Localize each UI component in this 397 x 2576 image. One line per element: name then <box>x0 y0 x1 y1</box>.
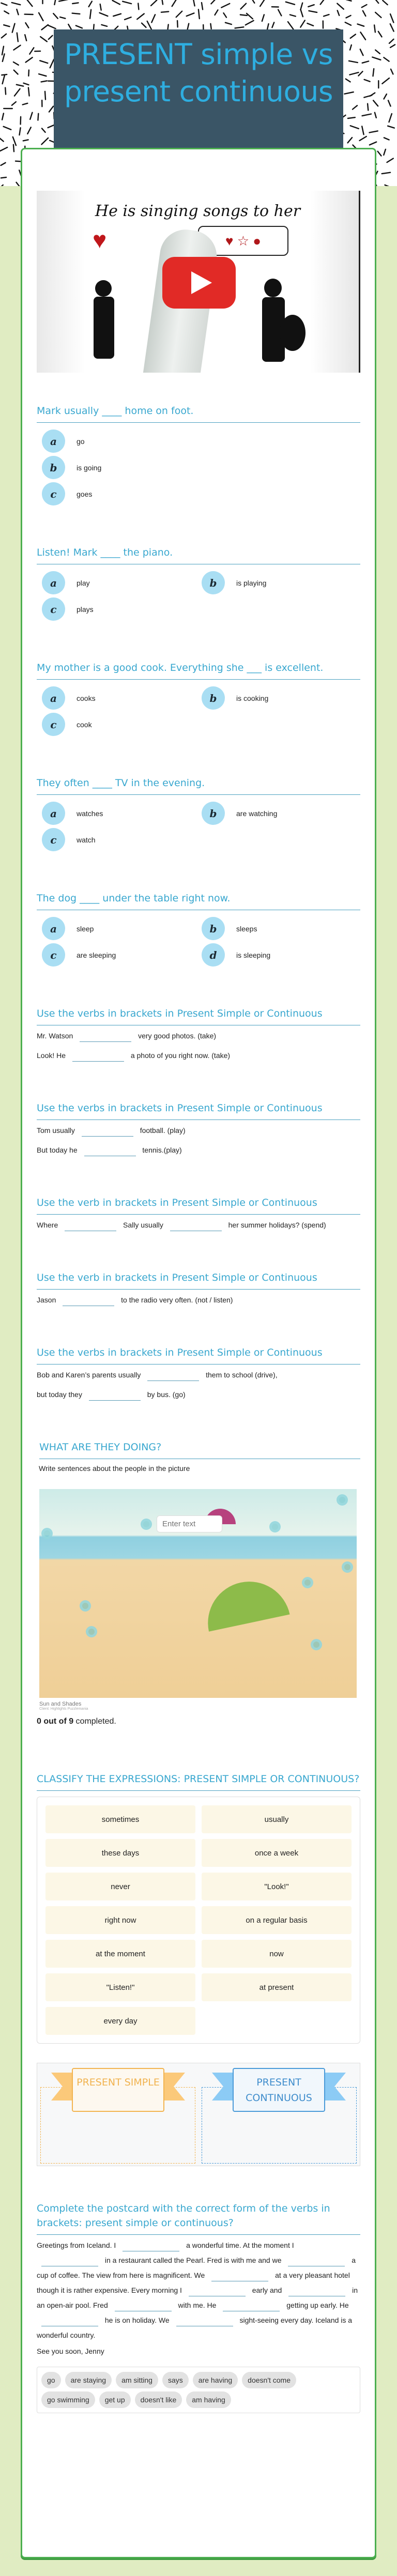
answer-blank[interactable] <box>63 1295 114 1306</box>
option-a[interactable] <box>42 800 202 826</box>
fill-section-3 <box>37 1195 360 1232</box>
answer-blank[interactable] <box>82 1125 133 1137</box>
sentence-text: Look! He <box>37 1051 66 1060</box>
postcard-blank[interactable] <box>41 2255 98 2266</box>
option-label: cook <box>77 720 92 729</box>
sentence-text: to the radio very often. (not / listen) <box>121 1296 233 1304</box>
option-label: are watching <box>236 809 278 818</box>
expression-card[interactable]: on a regular basis <box>202 1906 352 1934</box>
option-letter-badge: b <box>202 802 225 825</box>
expression-card[interactable]: sometimes <box>45 1805 195 1833</box>
hotspot[interactable] <box>80 1600 91 1612</box>
option-letter-badge: c <box>42 943 65 967</box>
postcard-blank[interactable] <box>223 2300 280 2311</box>
girl-figure <box>95 280 112 297</box>
expression-card[interactable]: at present <box>202 1973 352 2001</box>
expression-card[interactable]: "Listen!" <box>45 1973 195 2001</box>
word-chip[interactable]: get up <box>99 2391 131 2408</box>
section-title: Use the verb in brackets in Present Simple or Continuous <box>37 1270 360 1290</box>
sentence-text: Jason <box>37 1296 56 1304</box>
postcard-text-segment: getting up early. He <box>286 2301 349 2309</box>
expression-card[interactable]: every day <box>45 2007 195 2035</box>
hotspot[interactable] <box>41 1528 53 1539</box>
image-title: Sun and Shades <box>39 1701 82 1707</box>
section-title: Complete the postcard with the correct form of the verbs in brackets: present simple or continuous? <box>37 2201 360 2235</box>
beach-picture <box>39 1489 357 1698</box>
word-chip[interactable]: says <box>162 2372 189 2388</box>
completed-suffix: completed. <box>73 1717 116 1726</box>
word-chip[interactable]: am having <box>186 2391 231 2408</box>
option-letter-badge: d <box>202 943 225 967</box>
option-d[interactable] <box>202 942 361 968</box>
answer-blank[interactable] <box>89 1389 141 1401</box>
expression-card[interactable]: right now <box>45 1906 195 1934</box>
speech-bubble: ♥ ☆ ● <box>198 226 288 256</box>
options-list <box>37 685 360 738</box>
page-title: PRESENT simple vs present continuous <box>54 29 343 148</box>
heart-icon: ♥ <box>93 226 107 253</box>
sentences <box>37 1029 360 1063</box>
expression-card[interactable]: now <box>202 1940 352 1968</box>
postcard-text-segment: Greetings from Iceland. I <box>37 2241 116 2249</box>
options-list <box>37 428 360 507</box>
sentence <box>37 1218 360 1232</box>
section-title: Use the verbs in brackets in Present Simple or Continuous <box>37 1006 360 1025</box>
expression-card[interactable]: at the moment <box>45 1940 195 1968</box>
option-c[interactable] <box>42 942 202 968</box>
option-a[interactable] <box>42 685 202 711</box>
option-letter-badge: a <box>42 802 65 825</box>
question-5 <box>37 891 360 968</box>
zone-label-continuous: PRESENT CONTINUOUS <box>233 2068 325 2112</box>
sentence <box>37 1368 360 1382</box>
option-a[interactable] <box>42 570 202 596</box>
postcard-blank[interactable] <box>288 2255 345 2266</box>
fill-section-4 <box>37 1270 360 1307</box>
option-letter-badge: c <box>42 482 65 505</box>
postcard-blank[interactable] <box>176 2315 233 2326</box>
postcard-section <box>37 2201 360 2413</box>
option-letter-badge: c <box>42 597 65 621</box>
sentence-text: But today he <box>37 1146 78 1154</box>
option-letter-badge: a <box>42 917 65 940</box>
hotspot[interactable] <box>86 1626 97 1637</box>
sentence <box>37 1048 360 1063</box>
completion-status <box>37 1717 360 1726</box>
sentence-text: her summer holidays? (spend) <box>228 1221 326 1229</box>
word-chip[interactable]: am sitting <box>116 2372 158 2388</box>
fill-section-2 <box>37 1101 360 1157</box>
sentence <box>37 1387 360 1402</box>
answer-blank[interactable] <box>72 1050 124 1062</box>
expression-card[interactable]: never <box>45 1873 195 1900</box>
section-title: WHAT ARE THEY DOING? <box>39 1440 360 1459</box>
question-title: Mark usually ____ home on foot. <box>37 404 360 423</box>
postcard-text-segment: in a restaurant called the Pearl. Fred is with me and we <box>104 2256 282 2264</box>
question-3 <box>37 661 360 738</box>
classification-zones <box>37 2063 360 2166</box>
postcard-text <box>37 2238 360 2343</box>
sentence <box>37 1123 360 1138</box>
option-c[interactable] <box>42 481 352 507</box>
option-a[interactable] <box>42 915 202 942</box>
option-label: watch <box>77 835 96 844</box>
question-title: They often ____ TV in the evening. <box>37 776 360 795</box>
word-chip[interactable]: doesn't like <box>135 2391 182 2408</box>
option-a[interactable] <box>42 428 352 454</box>
postcard-blank[interactable] <box>288 2285 345 2296</box>
sentence-text: football. (play) <box>140 1126 186 1134</box>
sentence-text: tennis.(play) <box>142 1146 182 1154</box>
hotspot[interactable] <box>302 1577 313 1588</box>
answer-blank[interactable] <box>84 1145 136 1156</box>
picture-task-section <box>37 1440 360 1726</box>
postcard-signoff: See you soon, Jenny <box>37 2347 104 2355</box>
section-title: Use the verbs in brackets in Present Simple or Continuous <box>37 1101 360 1120</box>
sentences <box>37 1218 360 1232</box>
postcard-text-segment: early and <box>252 2286 282 2294</box>
sentence-text: them to school (drive), <box>206 1371 278 1379</box>
classify-section <box>37 1772 360 2166</box>
guitar-image <box>280 315 306 351</box>
options-list <box>37 915 360 968</box>
option-letter-badge: b <box>202 571 225 594</box>
question-1 <box>37 404 360 507</box>
answer-blank[interactable] <box>170 1220 222 1231</box>
boy-figure <box>264 279 282 297</box>
expression-card[interactable]: these days <box>45 1839 195 1867</box>
option-c[interactable] <box>42 826 202 853</box>
worksheet-card <box>21 148 376 2558</box>
word-chip[interactable]: are having <box>193 2372 238 2388</box>
sentence-text: by bus. (go) <box>147 1390 186 1399</box>
option-c[interactable] <box>42 711 202 738</box>
option-label: goes <box>77 489 93 498</box>
option-label: is sleeping <box>236 950 271 959</box>
question-2 <box>37 545 360 622</box>
sentence-text: Tom usually <box>37 1126 75 1134</box>
hotspot[interactable] <box>141 1519 152 1530</box>
postcard-text-segment: sight-seeing every day. Iceland is a wonderful country. <box>37 2316 353 2339</box>
sentences <box>37 1123 360 1157</box>
question-4 <box>37 776 360 853</box>
question-title: The dog ____ under the table right now. <box>37 891 360 910</box>
option-letter-badge: b <box>42 456 65 479</box>
option-letter-badge: b <box>202 686 225 710</box>
sentences <box>37 1293 360 1307</box>
postcard-blank[interactable] <box>41 2315 98 2326</box>
option-label: watches <box>77 809 103 818</box>
zone-label-simple: PRESENT SIMPLE <box>72 2068 164 2112</box>
option-letter-badge: a <box>42 686 65 710</box>
answer-blank[interactable] <box>80 1031 131 1042</box>
options-list <box>37 570 360 622</box>
option-letter-badge: c <box>42 713 65 736</box>
postcard-blank[interactable] <box>123 2240 179 2251</box>
completed-count: 0 out of 9 <box>37 1717 74 1726</box>
option-label: plays <box>77 605 94 614</box>
word-chip[interactable]: doesn't come <box>242 2372 296 2388</box>
postcard-text-segment: he is on holiday. We <box>104 2316 170 2324</box>
sentence-text: a photo of you right now. (take) <box>130 1051 231 1060</box>
play-button-icon[interactable] <box>162 257 236 309</box>
postcard-text-segment: in an open-air pool. Fred <box>37 2286 358 2309</box>
section-title: Use the verb in brackets in Present Simple or Continuous <box>37 1195 360 1215</box>
option-label: cooks <box>77 694 96 702</box>
option-label: is cooking <box>236 694 269 702</box>
word-chip[interactable]: go swimming <box>41 2391 95 2408</box>
sentence-text: Bob and Karen’s parents usually <box>37 1371 141 1379</box>
video-player[interactable] <box>37 191 360 373</box>
sentence-text: Where <box>37 1221 58 1229</box>
hotspot[interactable] <box>269 1521 281 1532</box>
option-c[interactable] <box>42 596 202 622</box>
picture-answer-input[interactable] <box>157 1515 222 1532</box>
option-label: is going <box>77 463 102 472</box>
expression-card[interactable]: once a week <box>202 1839 352 1867</box>
hotspot[interactable] <box>342 1561 353 1573</box>
hotspot[interactable] <box>337 1494 348 1506</box>
option-label: sleep <box>77 924 94 933</box>
sentence-text: Sally usually <box>123 1221 163 1229</box>
option-label: go <box>77 437 85 446</box>
image-client: Client: Highlights Puzzlemania <box>39 1707 88 1711</box>
section-title: CLASSIFY THE EXPRESSIONS: PRESENT SIMPLE OR CONTINUOUS? <box>37 1772 360 1791</box>
option-letter-badge: a <box>42 430 65 453</box>
video-caption: He is singing songs to her <box>95 202 301 220</box>
fill-section-5 <box>37 1345 360 1402</box>
option-b[interactable] <box>202 800 361 826</box>
sentence-text: very good photos. (take) <box>138 1032 217 1040</box>
sentence <box>37 1293 360 1307</box>
option-label: are sleeping <box>77 950 116 959</box>
postcard-blank[interactable] <box>115 2300 172 2311</box>
fill-section-1 <box>37 1006 360 1063</box>
hotspot[interactable] <box>311 1639 322 1650</box>
sentence-text: but today they <box>37 1390 82 1399</box>
option-label: is playing <box>236 578 267 587</box>
question-title: My mother is a good cook. Everything she ___ is excellent. <box>37 661 360 680</box>
question-title: Listen! Mark ____ the piano. <box>37 545 360 564</box>
umbrella-image <box>200 1574 289 1632</box>
expression-bank <box>37 1797 360 2044</box>
postcard-text-segment: a wonderful time. At the moment I <box>186 2241 294 2249</box>
option-b[interactable] <box>42 454 352 481</box>
option-label: play <box>77 578 90 587</box>
option-letter-badge: c <box>42 828 65 851</box>
postcard-text-segment: with me. He <box>178 2301 217 2309</box>
option-letter-badge: a <box>42 571 65 594</box>
postcard-text-segment: at a very pleasant hotel though it is rather expensive. Every morning I <box>37 2271 350 2294</box>
section-title: Use the verbs in brackets in Present Simple or Continuous <box>37 1345 360 1364</box>
girl-body <box>94 297 114 359</box>
option-b[interactable] <box>202 570 361 596</box>
word-chip[interactable]: are staying <box>65 2372 112 2388</box>
option-label: sleeps <box>236 924 257 933</box>
postcard-blank[interactable] <box>189 2285 246 2296</box>
postcard-blank[interactable] <box>211 2270 268 2281</box>
postcard-text-segment: a cup of coffee. The view from here is magnificent. We <box>37 2256 356 2279</box>
answer-blank[interactable] <box>65 1220 116 1231</box>
expression-card[interactable]: usually <box>202 1805 352 1833</box>
word-bank <box>37 2367 360 2413</box>
option-b[interactable] <box>202 915 361 942</box>
instruction-text: Write sentences about the people in the picture <box>39 1464 190 1473</box>
option-b[interactable] <box>202 685 361 711</box>
expression-card[interactable]: "Look!" <box>202 1873 352 1900</box>
options-list <box>37 800 360 853</box>
sentence <box>37 1143 360 1157</box>
sentences <box>37 1368 360 1402</box>
sentence-text: Mr. Watson <box>37 1032 73 1040</box>
sentence <box>37 1029 360 1043</box>
option-letter-badge: b <box>202 917 225 940</box>
word-chip[interactable]: go <box>41 2372 61 2388</box>
answer-blank[interactable] <box>147 1370 199 1381</box>
